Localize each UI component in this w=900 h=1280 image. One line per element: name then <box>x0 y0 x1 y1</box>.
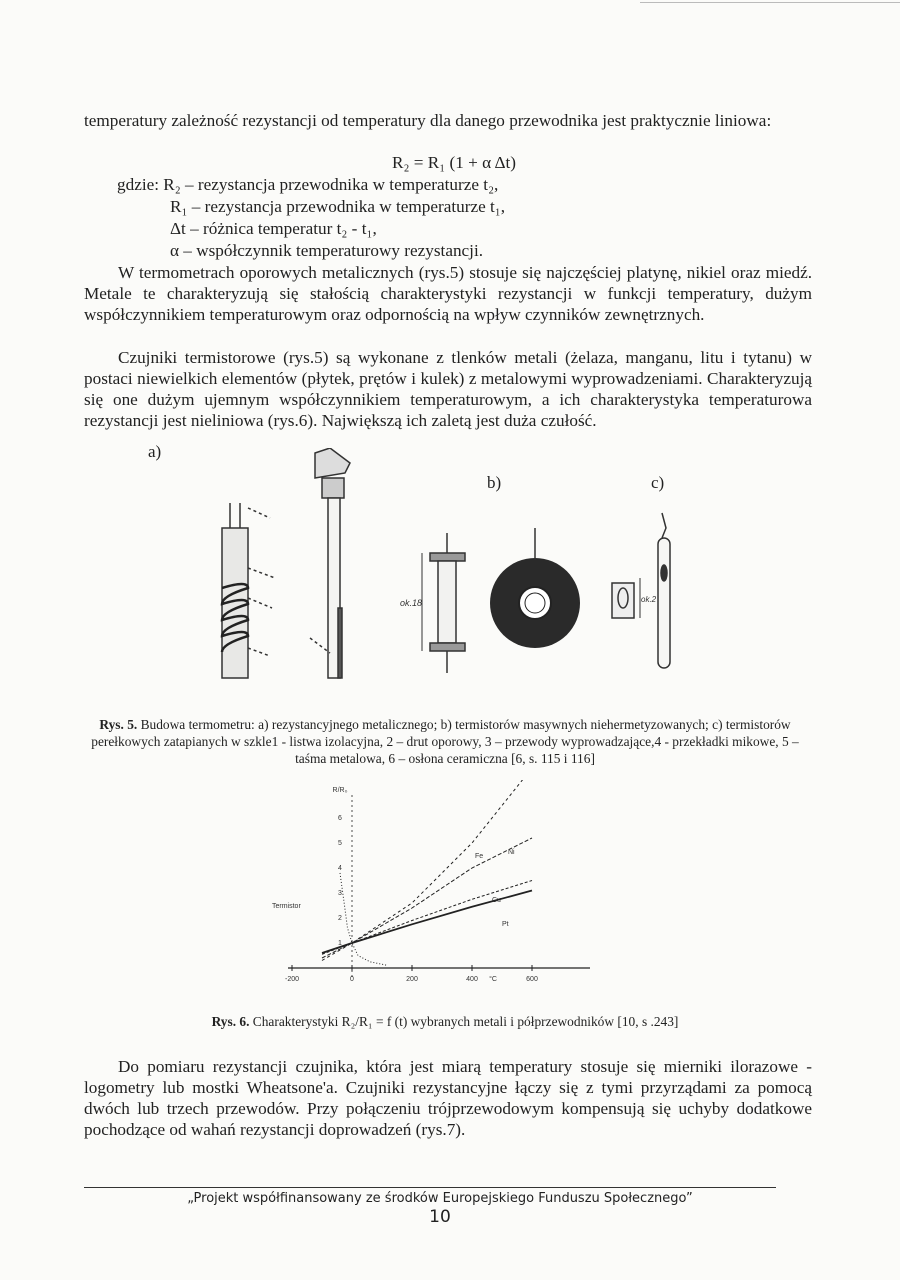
x-tick-label: 600 <box>526 976 538 983</box>
fig6-caption-number: Rys. 6. <box>211 1014 250 1029</box>
series-line-fe <box>322 780 532 961</box>
y-tick-label: 4 <box>338 865 342 872</box>
cylinder-thermistor <box>422 533 465 673</box>
bead-thermistor <box>612 513 670 668</box>
metal-paragraph: W termometrach oporowych metalicznych (rys.5) stosuje się najczęściej platynę, nikiel oraz miedź. Metale te charakteryzują się stałością charakterystyki rezystancji w funkcji temperatury, dużym współczynnikiem temperaturowym oraz odpornością na wpływ czynników zewnętrznych. <box>84 263 812 324</box>
x-tick-label: 200 <box>406 976 418 983</box>
series-label-fe: Fe <box>475 853 484 860</box>
fig5-label-a: a) <box>148 442 162 461</box>
series-line-termistor <box>340 873 388 966</box>
fig5-caption-number: Rys. 5. <box>99 717 138 732</box>
fig6-caption <box>80 1013 810 1030</box>
thermometer-probe <box>310 448 350 678</box>
y-tick-label: 6 <box>338 815 342 822</box>
fig5-caption-text: Budowa termometru: a) rezystancyjnego metalicznego; b) termistorów masywnych niehermetyzowanych; c) termistorów perełkowych zatapianych w szkle1 - listwa izolacyjna, 2 – drut oporowy, 3 – przewody wyprowadzające,4 - przekładki mikowe, 5 – taśma metalowa, 6 – osłona ceramiczna [6, s. 115 i 116] <box>91 717 799 766</box>
formula: R₂ = R₁ (1 + α Δt) <box>392 153 517 172</box>
series-label-ni: Ni <box>508 849 515 856</box>
series-label-pt: Pt <box>502 921 509 928</box>
x-tick-label: -200 <box>284 976 300 983</box>
fig5-label-b: b) <box>487 473 502 492</box>
series-label-cu: Cu <box>492 897 501 904</box>
measure-paragraph: Do pomiaru rezystancji czujnika, która jest miarą temperatury stosuje się mierniki ilorazowe - logometry lub mostki Wheatsone'a. Czujniki rezystancyjne łączy się z tymi przyrządami za pomocą dwóch lub trzech przewodów. Przy połączeniu trójprzewodowym kompensują się uchyby dodatkowe pochodzące od wahań rezystancji doprowadzeń (rys.7). <box>84 1057 812 1139</box>
fig5-drawing <box>200 448 700 688</box>
dim-ok18: ok.18 <box>400 598 423 608</box>
fig5-label-c: c) <box>651 473 665 492</box>
metallic-resistor-element <box>222 503 275 678</box>
x-tick-label: 400 <box>466 976 478 983</box>
footer-rule <box>84 1187 776 1188</box>
where-line-4: α – współczynnik temperaturowy rezystancji. <box>170 241 484 260</box>
where-line-3: Δt – różnica temperatur t₂ - t₁, <box>170 219 377 238</box>
y-tick-label: 1 <box>338 940 342 947</box>
y-tick-label: 2 <box>338 915 342 922</box>
where-line-1: gdzie: R₂ – rezystancja przewodnika w temperaturze t₂, <box>117 175 499 194</box>
y-tick-label: 5 <box>338 840 342 847</box>
x-tick-label: 0 <box>350 976 354 983</box>
footer-text: „Projekt współfinansowany ze środków Europejskiego Funduszu Społecznego” <box>187 1191 693 1206</box>
scan-edge-line <box>640 2 900 3</box>
series-line-pt <box>322 891 532 954</box>
intro-paragraph: temperatury zależność rezystancji od temperatury dla danego przewodnika jest praktycznie liniowa: <box>84 111 772 130</box>
y-axis-label: R/R₀ <box>332 787 348 794</box>
series-label-termistor: Termistor <box>272 903 301 910</box>
fig5-caption <box>80 716 810 767</box>
fig6-chart <box>270 780 600 1005</box>
y-tick-label: 3 <box>338 890 342 897</box>
x-axis-label: °C <box>489 976 497 983</box>
fig6-caption-text: Charakterystyki R₂/R₁ = f (t) wybranych metali i półprzewodników [10, s .243] <box>249 1014 679 1029</box>
disk-thermistor <box>490 528 580 648</box>
thermistor-paragraph: Czujniki termistorowe (rys.5) są wykonane z tlenków metali (żelaza, manganu, litu i tytanu) w postaci niewielkich elementów (płytek, prętów i kulek) z metalowymi wyprowadzeniami. Charakteryzują się one dużym ujemnym współczynnikiem temperaturowym, a ich charakterystyka temperaturowa rezystancji jest nieliniowa (rys.6). Największą ich zaletą jest duża czułość. <box>84 348 812 430</box>
page-number: 10 <box>429 1207 451 1227</box>
where-line-2: R₁ – rezystancja przewodnika w temperaturze t₁, <box>170 197 506 216</box>
dim-ok2: ok.2 <box>641 595 657 604</box>
